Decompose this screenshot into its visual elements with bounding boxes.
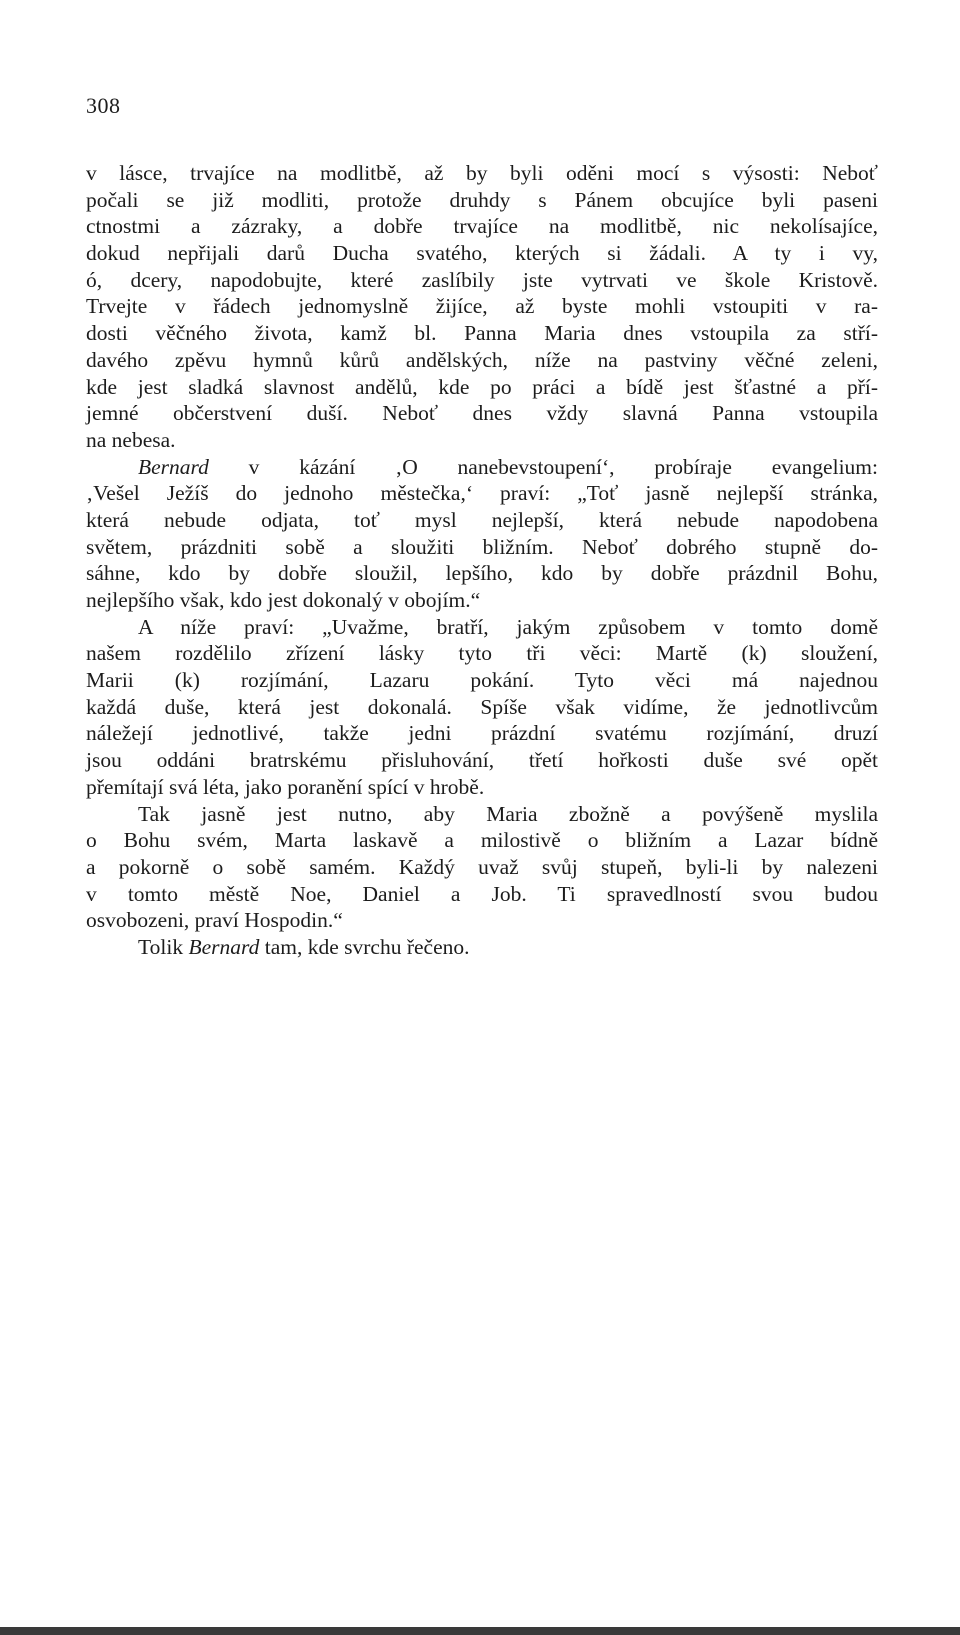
- text-line: jsou oddáni bratrskému přisluhování, třetí hořkosti duše své opět: [86, 748, 878, 773]
- text-line: o Bohu svém, Marta laskavě a milostivě o bližním a Lazar bídně: [86, 828, 878, 853]
- text-line: dokud nepřijali darů Ducha svatého, kterých si žádali. A ty i vy,: [86, 241, 878, 266]
- text-line: [86, 454, 878, 481]
- scan-edge: [0, 1627, 960, 1635]
- text-line: ctnostmi a zázraky, a dobře trvajíce na modlitbě, nic nekolísajíce,: [86, 214, 878, 239]
- body-text: [86, 160, 878, 961]
- italic-name: Bernard: [138, 454, 209, 479]
- text-line: Marii (k) rozjímání, Lazaru pokání. Tyto věci má najednou: [86, 668, 878, 693]
- text-segment: v kázání ‚O nanebevstoupení‘, probíraje evangelium:: [208, 454, 878, 479]
- text-line: ó, dcery, napodobujte, které zaslíbily jste vytrvati ve škole Kristově.: [86, 267, 878, 292]
- text-segment: tam, kde svrchu řečeno.: [259, 934, 470, 959]
- text-line: světem, prázdniti sobě a sloužiti bližním. Neboť dobrého stupně do-: [86, 534, 878, 559]
- text-line: kde jest sladká slavnost andělů, kde po práci a bídě jest šťastné a pří-: [86, 374, 878, 399]
- text-line: dosti věčného života, kamž bl. Panna Maria dnes vstoupila za stří-: [86, 321, 878, 346]
- text-segment: Tolik: [138, 934, 189, 959]
- text-line: v tomto městě Noe, Daniel a Job. Ti spravedlností svou budou: [86, 881, 878, 906]
- text-line: našem rozdělilo zřízení lásky tyto tři věci: Martě (k) sloužení,: [86, 641, 878, 666]
- text-line: náležejí jednotlivé, takže jedni prázdní svatému rozjímání, druzí: [86, 721, 878, 746]
- text-line: a pokorně o sobě samém. Každý uvaž svůj stupeň, byli-li by nalezeni: [86, 854, 878, 879]
- text-line: na nebesa.: [86, 427, 176, 452]
- text-line: osvobozeni, praví Hospodin.“: [86, 908, 343, 933]
- text-line: sáhne, kdo by dobře sloužil, lepšího, kdo by dobře prázdnil Bohu,: [86, 561, 878, 586]
- text-line: která nebude odjata, toť mysl nejlepší, která nebude napodobena: [86, 507, 878, 532]
- text-line: ‚Vešel Ježíš do jednoho městečka,‘ praví: „Toť jasně nejlepší stránka,: [86, 481, 878, 506]
- page-number: 308: [86, 93, 121, 118]
- text-line: počali se již modliti, protože druhdy s Pánem obcujíce byli paseni: [86, 187, 878, 212]
- text-line: Tak jasně jest nutno, aby Maria zbožně a povýšeně myslila: [138, 801, 878, 826]
- text-line: davého zpěvu hymnů kůrů andělských, níže na pastviny věčné zeleni,: [86, 347, 878, 372]
- text-line: [86, 934, 878, 961]
- text-line: přemítají svá léta, jako poranění spící v hrobě.: [86, 774, 485, 799]
- text-line: jemné občerstvení duší. Neboť dnes vždy slavná Panna vstoupila: [86, 401, 878, 426]
- text-line: nejlepšího však, kdo jest dokonalý v obojím.“: [86, 588, 481, 612]
- text-line: A níže praví: „Uvažme, bratří, jakým způsobem v tomto domě: [138, 614, 878, 639]
- text-line: každá duše, která jest dokonalá. Spíše však vidíme, že jednotlivcům: [86, 694, 878, 719]
- italic-name: Bernard: [188, 934, 260, 959]
- text-line: v lásce, trvajíce na modlitbě, až by byli oděni mocí s výsosti: Neboť: [86, 161, 878, 185]
- text-line: Trvejte v řádech jednomyslně žijíce, až byste mohli vstoupiti v ra-: [86, 294, 878, 319]
